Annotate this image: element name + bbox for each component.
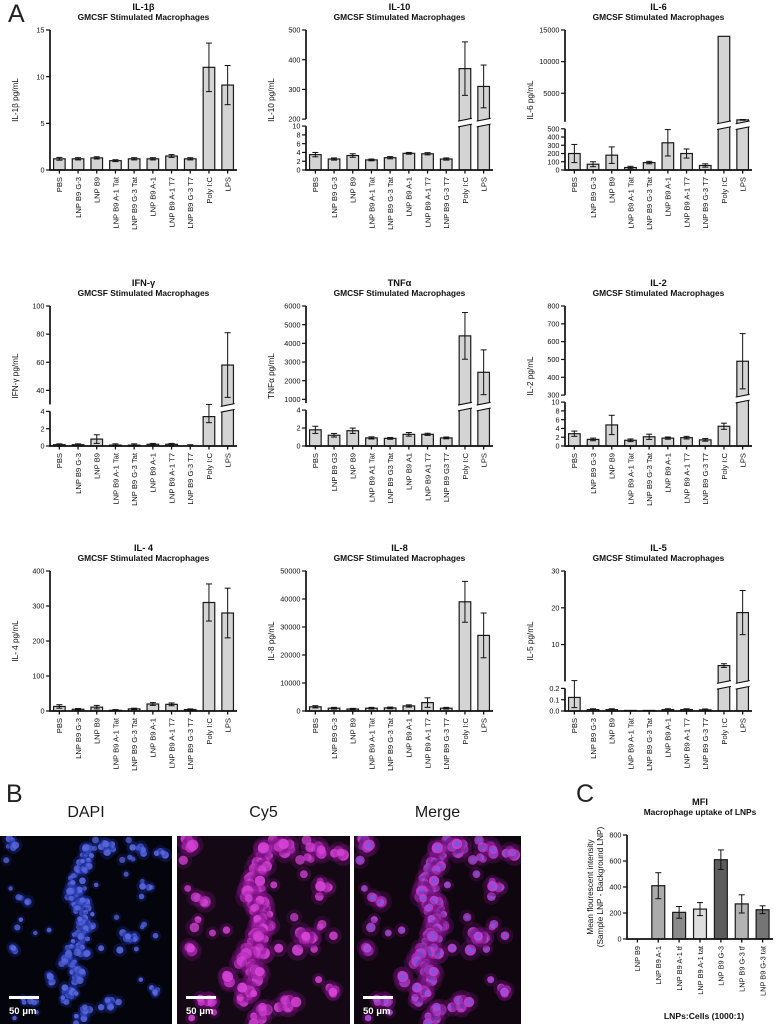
svg-text:LNP B9 A-1: LNP B9 A-1 <box>404 718 414 758</box>
svg-text:10000: 10000 <box>280 678 301 688</box>
svg-text:LNP B9 G3 T7: LNP B9 G3 T7 <box>442 453 452 503</box>
svg-text:2: 2 <box>555 432 560 442</box>
svg-text:MFI: MFI <box>691 797 709 807</box>
svg-text:LNP B9 G-3 Tat: LNP B9 G-3 Tat <box>129 453 139 506</box>
svg-text:0.0: 0.0 <box>549 706 560 716</box>
svg-text:100: 100 <box>32 671 45 681</box>
svg-text:Poly I:C: Poly I:C <box>460 177 470 204</box>
svg-text:LNP B9 G3 Tat: LNP B9 G3 Tat <box>385 453 395 504</box>
chart-svg-tnfa <box>258 276 514 514</box>
svg-text:4: 4 <box>555 424 560 434</box>
svg-text:LNP B9 A1 T7: LNP B9 A1 T7 <box>423 453 433 501</box>
svg-text:LNP B9 A-1 T7: LNP B9 A-1 T7 <box>682 177 692 228</box>
svg-text:15: 15 <box>36 25 45 35</box>
chart-svg-il1b <box>2 0 258 238</box>
svg-text:8: 8 <box>296 130 301 140</box>
svg-text:300: 300 <box>547 390 560 400</box>
svg-text:PBS: PBS <box>311 453 321 469</box>
chart-il-5 <box>517 541 773 784</box>
svg-text:LNP B9 A-1 Tat: LNP B9 A-1 Tat <box>626 718 636 770</box>
svg-text:LNP B9 G-3 Tat: LNP B9 G-3 Tat <box>644 453 654 506</box>
svg-text:LNP B9 G-3 T7: LNP B9 G-3 T7 <box>442 177 452 229</box>
svg-text:Poly I:C: Poly I:C <box>460 453 470 480</box>
svg-text:6: 6 <box>296 139 301 149</box>
panel-c-label: C <box>576 780 595 808</box>
svg-text:Poly I:C: Poly I:C <box>460 718 470 745</box>
svg-text:IL-8 pg/mL: IL-8 pg/mL <box>267 621 276 661</box>
svg-text:80: 80 <box>36 329 45 339</box>
svg-text:Poly I:C: Poly I:C <box>719 177 729 204</box>
svg-text:LNP B9: LNP B9 <box>348 177 358 204</box>
svg-text:LNP B9: LNP B9 <box>607 177 617 204</box>
svg-text:IL- 4 pg/mL: IL- 4 pg/mL <box>11 620 20 662</box>
svg-text:LNP B9: LNP B9 <box>607 718 617 745</box>
svg-text:LNP B9 A-1 tf: LNP B9 A-1 tf <box>674 946 684 991</box>
svg-text:0.2: 0.2 <box>549 683 560 693</box>
header-dapi: DAPI <box>67 804 105 821</box>
svg-text:LNP B9 A-1 T7: LNP B9 A-1 T7 <box>167 177 177 228</box>
svg-text:3000: 3000 <box>284 357 301 367</box>
svg-text:LNP B9 G-3: LNP B9 G-3 <box>73 718 83 759</box>
svg-text:LNP B9 G-3 T7: LNP B9 G-3 T7 <box>186 718 196 770</box>
svg-text:LNP B9 A-1 tat: LNP B9 A-1 tat <box>695 946 705 995</box>
svg-text:200: 200 <box>32 636 45 646</box>
svg-text:GMCSF Stimulated Macrophages: GMCSF Stimulated Macrophages <box>333 553 466 563</box>
svg-text:LNP B9 A-1 T7: LNP B9 A-1 T7 <box>423 177 433 228</box>
svg-text:LNP B9: LNP B9 <box>92 453 102 480</box>
svg-text:100: 100 <box>547 157 560 167</box>
svg-text:LPS: LPS <box>738 718 748 733</box>
svg-text:PBS: PBS <box>311 718 321 734</box>
svg-text:LNP B9 G-3 T7: LNP B9 G-3 T7 <box>701 453 711 505</box>
svg-text:LNP B9 A-1: LNP B9 A-1 <box>663 453 673 493</box>
svg-text:LNP B9 A-1 Tat: LNP B9 A-1 Tat <box>111 718 121 770</box>
svg-text:IL-6: IL-6 <box>650 2 667 12</box>
svg-text:200: 200 <box>609 908 622 918</box>
svg-text:15000: 15000 <box>539 25 560 35</box>
svg-text:50 μm: 50 μm <box>9 1006 37 1017</box>
microscopy-svg <box>354 836 521 1024</box>
svg-text:PBS: PBS <box>55 453 65 469</box>
svg-text:IL- 4: IL- 4 <box>133 543 154 553</box>
chart-svg-il8 <box>258 541 514 779</box>
chart-mfi <box>585 788 776 1024</box>
svg-text:5: 5 <box>40 118 45 128</box>
svg-text:TNFα pg/mL: TNFα pg/mL <box>267 353 276 399</box>
chart-svg-ifng <box>2 276 258 514</box>
svg-text:400: 400 <box>32 566 45 576</box>
svg-text:LNP B9 A-1 T7: LNP B9 A-1 T7 <box>423 718 433 769</box>
svg-text:GMCSF Stimulated Macrophages: GMCSF Stimulated Macrophages <box>333 12 466 22</box>
svg-text:1000: 1000 <box>284 394 301 404</box>
svg-text:200: 200 <box>288 114 301 124</box>
svg-text:LNP B9 G-3 tf: LNP B9 G-3 tf <box>737 946 747 992</box>
svg-text:600: 600 <box>547 337 560 347</box>
svg-text:LPS: LPS <box>738 453 748 468</box>
svg-text:10000: 10000 <box>539 57 560 67</box>
svg-text:Poly I:C: Poly I:C <box>204 177 214 204</box>
chart-il-8 <box>258 541 514 784</box>
svg-text:Poly I:C: Poly I:C <box>204 453 214 480</box>
svg-text:LNP B9 A-1 Tat: LNP B9 A-1 Tat <box>111 453 121 505</box>
svg-text:LNP B9 A-1 T7: LNP B9 A-1 T7 <box>167 718 177 769</box>
svg-text:0: 0 <box>555 441 560 451</box>
svg-text:400: 400 <box>547 132 560 142</box>
svg-text:30000: 30000 <box>280 622 301 632</box>
svg-text:LNP B9 A-1 Tat: LNP B9 A-1 Tat <box>367 177 377 229</box>
svg-text:10: 10 <box>36 72 45 82</box>
svg-text:PBS: PBS <box>311 177 321 193</box>
svg-text:6000: 6000 <box>284 301 301 311</box>
panel-a-label: A <box>8 0 25 28</box>
svg-text:2: 2 <box>40 424 45 434</box>
svg-text:50000: 50000 <box>280 566 301 576</box>
svg-text:LNP B9 A-1: LNP B9 A-1 <box>404 177 414 217</box>
svg-text:0.1: 0.1 <box>549 695 560 705</box>
svg-text:TNFα: TNFα <box>387 278 412 288</box>
svg-text:LNP B9 A-1 T7: LNP B9 A-1 T7 <box>682 718 692 769</box>
svg-text:LNP B9 A-1 Tat: LNP B9 A-1 Tat <box>367 718 377 770</box>
svg-text:LPS: LPS <box>223 718 233 733</box>
svg-text:0: 0 <box>40 441 45 451</box>
svg-text:600: 600 <box>609 856 622 866</box>
svg-text:LNP B9 A-1 Tat: LNP B9 A-1 Tat <box>626 177 636 229</box>
svg-text:IL-5 pg/mL: IL-5 pg/mL <box>526 621 535 661</box>
svg-text:LNP B9 G-3: LNP B9 G-3 <box>588 453 598 494</box>
svg-text:LNP B9 G-3: LNP B9 G-3 <box>588 718 598 759</box>
svg-text:800: 800 <box>609 830 622 840</box>
svg-text:LNP B9 A-1 Tat: LNP B9 A-1 Tat <box>626 453 636 505</box>
chart-il-6 <box>517 0 773 243</box>
svg-text:IL-1β pg/mL: IL-1β pg/mL <box>11 78 20 122</box>
svg-text:IL-6 pg/mL: IL-6 pg/mL <box>526 80 535 120</box>
svg-text:LNP B9: LNP B9 <box>92 177 102 204</box>
svg-text:40: 40 <box>36 385 45 395</box>
svg-text:LNP B9 A-1 Tat: LNP B9 A-1 Tat <box>111 177 121 229</box>
panel-b-label: B <box>6 780 23 808</box>
svg-text:IL-2 pg/mL: IL-2 pg/mL <box>526 356 535 396</box>
svg-text:800: 800 <box>547 301 560 311</box>
svg-text:40000: 40000 <box>280 594 301 604</box>
svg-text:0: 0 <box>617 934 622 944</box>
chart-svg-il5 <box>517 541 773 779</box>
svg-text:LNP B9 A-1: LNP B9 A-1 <box>148 177 158 217</box>
svg-text:GMCSF Stimulated Macrophages: GMCSF Stimulated Macrophages <box>333 288 466 298</box>
svg-text:0: 0 <box>296 165 301 175</box>
svg-text:5000: 5000 <box>284 320 301 330</box>
microscopy-image-merge <box>354 836 521 1024</box>
svg-text:GMCSF Stimulated Macrophages: GMCSF Stimulated Macrophages <box>77 553 210 563</box>
svg-text:LNP B9 G-3 T7: LNP B9 G-3 T7 <box>186 453 196 505</box>
svg-text:LNP B9 G3: LNP B9 G3 <box>329 453 339 492</box>
svg-text:IFN-γ: IFN-γ <box>131 278 156 288</box>
svg-text:2: 2 <box>296 156 301 166</box>
svg-text:400: 400 <box>288 55 301 65</box>
svg-text:Mean flourescent intensity: Mean flourescent intensity <box>586 839 595 935</box>
svg-text:LNP B9 G-3 T7: LNP B9 G-3 T7 <box>701 177 711 229</box>
svg-text:Poly I:C: Poly I:C <box>204 718 214 745</box>
svg-text:LNP B9 G-3 Tat: LNP B9 G-3 Tat <box>385 718 395 771</box>
svg-text:LNP B9 A-1: LNP B9 A-1 <box>148 453 158 493</box>
chart-il-2 <box>517 276 773 519</box>
svg-text:LPS: LPS <box>479 718 489 733</box>
svg-text:LNP B9 A-1: LNP B9 A-1 <box>654 946 664 985</box>
svg-text:PBS: PBS <box>570 718 580 734</box>
header-cy5: Cy5 <box>249 804 278 821</box>
svg-text:LNP B9: LNP B9 <box>607 453 617 480</box>
svg-text:500: 500 <box>288 25 301 35</box>
svg-text:IL-10 pg/mL: IL-10 pg/mL <box>267 78 276 122</box>
svg-text:50 μm: 50 μm <box>363 1006 391 1017</box>
header-merge: Merge <box>414 804 461 821</box>
svg-text:PBS: PBS <box>570 453 580 469</box>
svg-text:Poly I:C: Poly I:C <box>719 718 729 745</box>
svg-text:0: 0 <box>40 165 45 175</box>
chart-tnf-alpha <box>258 276 514 519</box>
svg-text:LNP B9 G-3 Tat: LNP B9 G-3 Tat <box>385 177 395 230</box>
svg-text:300: 300 <box>32 601 45 611</box>
svg-text:IL-8: IL-8 <box>391 543 408 553</box>
svg-text:Macrophage uptake of LNPs: Macrophage uptake of LNPs <box>643 807 757 817</box>
svg-text:GMCSF Stimulated Macrophages: GMCSF Stimulated Macrophages <box>592 12 725 22</box>
svg-text:GMCSF Stimulated Macrophages: GMCSF Stimulated Macrophages <box>592 553 725 563</box>
svg-text:300: 300 <box>547 140 560 150</box>
svg-text:4: 4 <box>40 407 45 417</box>
chart-il-10 <box>258 0 514 243</box>
svg-text:IFN-γ pg/mL: IFN-γ pg/mL <box>11 353 20 399</box>
svg-text:500: 500 <box>547 124 560 134</box>
svg-text:LNP B9 G-3 T7: LNP B9 G-3 T7 <box>442 718 452 770</box>
svg-text:LNP B9 A1: LNP B9 A1 <box>404 453 414 491</box>
svg-text:LNP B9 G-3: LNP B9 G-3 <box>73 177 83 218</box>
svg-text:GMCSF Stimulated Macrophages: GMCSF Stimulated Macrophages <box>77 12 210 22</box>
svg-text:8: 8 <box>555 406 560 416</box>
svg-text:4: 4 <box>296 405 301 415</box>
svg-text:LPS: LPS <box>479 453 489 468</box>
svg-text:0: 0 <box>296 441 301 451</box>
svg-text:10: 10 <box>292 121 301 131</box>
svg-text:4000: 4000 <box>284 338 301 348</box>
svg-text:400: 400 <box>547 372 560 382</box>
svg-text:LNPs:Cells (1000:1): LNPs:Cells (1000:1) <box>663 1011 745 1021</box>
svg-text:5000: 5000 <box>543 88 560 98</box>
svg-text:LNP B9 G-3 tat: LNP B9 G-3 tat <box>758 946 768 996</box>
svg-text:LNP B9 A-1: LNP B9 A-1 <box>663 177 673 217</box>
svg-text:LNP B9 G-3 T7: LNP B9 G-3 T7 <box>186 177 196 229</box>
svg-text:0: 0 <box>296 706 301 716</box>
svg-text:100: 100 <box>32 301 45 311</box>
svg-text:700: 700 <box>547 319 560 329</box>
svg-text:IL-10: IL-10 <box>388 2 411 12</box>
svg-text:LNP B9 A-1: LNP B9 A-1 <box>663 718 673 758</box>
microscopy-svg <box>0 836 172 1024</box>
svg-text:0: 0 <box>40 706 45 716</box>
svg-text:IL-1β: IL-1β <box>132 2 155 12</box>
chart-svg-il10 <box>258 0 514 238</box>
svg-text:LNP B9 G-3 T7: LNP B9 G-3 T7 <box>701 718 711 770</box>
svg-text:LNP B9 A-1 T7: LNP B9 A-1 T7 <box>167 453 177 504</box>
svg-text:LNP B9 G-3: LNP B9 G-3 <box>716 946 726 986</box>
svg-text:LNP B9 G-3: LNP B9 G-3 <box>588 177 598 218</box>
svg-text:300: 300 <box>288 85 301 95</box>
svg-text:LNP B9: LNP B9 <box>633 946 643 972</box>
svg-text:LNP B9: LNP B9 <box>348 718 358 745</box>
svg-text:2000: 2000 <box>284 376 301 386</box>
svg-text:400: 400 <box>609 882 622 892</box>
svg-text:500: 500 <box>547 355 560 365</box>
chart-il-1beta <box>2 0 258 243</box>
svg-text:LNP B9 A-1: LNP B9 A-1 <box>148 718 158 758</box>
svg-text:200: 200 <box>547 149 560 159</box>
svg-text:LPS: LPS <box>479 177 489 192</box>
svg-text:(Sample LNP - Background LNP): (Sample LNP - Background LNP) <box>596 826 605 948</box>
microscopy-image-cy5 <box>177 836 350 1024</box>
svg-text:4: 4 <box>296 148 301 158</box>
svg-text:60: 60 <box>36 357 45 367</box>
microscopy-image-dapi <box>0 836 172 1024</box>
svg-text:LPS: LPS <box>738 177 748 192</box>
svg-text:LNP B9 G-3: LNP B9 G-3 <box>73 453 83 494</box>
svg-text:30: 30 <box>551 566 560 576</box>
svg-text:Poly I:C: Poly I:C <box>719 453 729 480</box>
svg-text:PBS: PBS <box>55 177 65 193</box>
svg-text:GMCSF Stimulated Macrophages: GMCSF Stimulated Macrophages <box>592 288 725 298</box>
svg-text:2: 2 <box>296 423 301 433</box>
chart-svg-il2 <box>517 276 773 514</box>
svg-text:GMCSF Stimulated Macrophages: GMCSF Stimulated Macrophages <box>77 288 210 298</box>
svg-text:LNP B9 G-3 Tat: LNP B9 G-3 Tat <box>129 177 139 230</box>
chart-ifn-gamma <box>2 276 258 519</box>
chart-il-4 <box>2 541 258 784</box>
microscopy-svg <box>177 836 350 1024</box>
chart-svg-mfi <box>585 788 776 1024</box>
svg-text:10: 10 <box>551 640 560 650</box>
svg-text:LNP B9: LNP B9 <box>348 453 358 480</box>
svg-text:0: 0 <box>555 165 560 175</box>
svg-text:LNP B9 G-3 Tat: LNP B9 G-3 Tat <box>644 718 654 771</box>
svg-text:LNP B9 G-3: LNP B9 G-3 <box>329 718 339 759</box>
svg-text:LNP B9: LNP B9 <box>92 718 102 745</box>
svg-text:LNP B9 A1 Tat: LNP B9 A1 Tat <box>367 453 377 503</box>
svg-text:10: 10 <box>551 397 560 407</box>
svg-text:6: 6 <box>555 415 560 425</box>
svg-text:LNP B9 G-3: LNP B9 G-3 <box>329 177 339 218</box>
svg-text:LPS: LPS <box>223 177 233 192</box>
svg-text:PBS: PBS <box>570 177 580 193</box>
svg-text:50 μm: 50 μm <box>186 1006 214 1017</box>
svg-text:IL-5: IL-5 <box>650 543 667 553</box>
svg-text:LNP B9 G-3 Tat: LNP B9 G-3 Tat <box>129 718 139 771</box>
chart-svg-il4 <box>2 541 258 779</box>
svg-text:20000: 20000 <box>280 650 301 660</box>
chart-svg-il6 <box>517 0 773 238</box>
svg-text:LPS: LPS <box>223 453 233 468</box>
svg-text:LNP B9 G-3 Tat: LNP B9 G-3 Tat <box>644 177 654 230</box>
svg-text:IL-2: IL-2 <box>650 278 667 288</box>
svg-text:20: 20 <box>551 603 560 613</box>
svg-text:LNP B9 A-1 T7: LNP B9 A-1 T7 <box>682 453 692 504</box>
svg-text:PBS: PBS <box>55 718 65 734</box>
